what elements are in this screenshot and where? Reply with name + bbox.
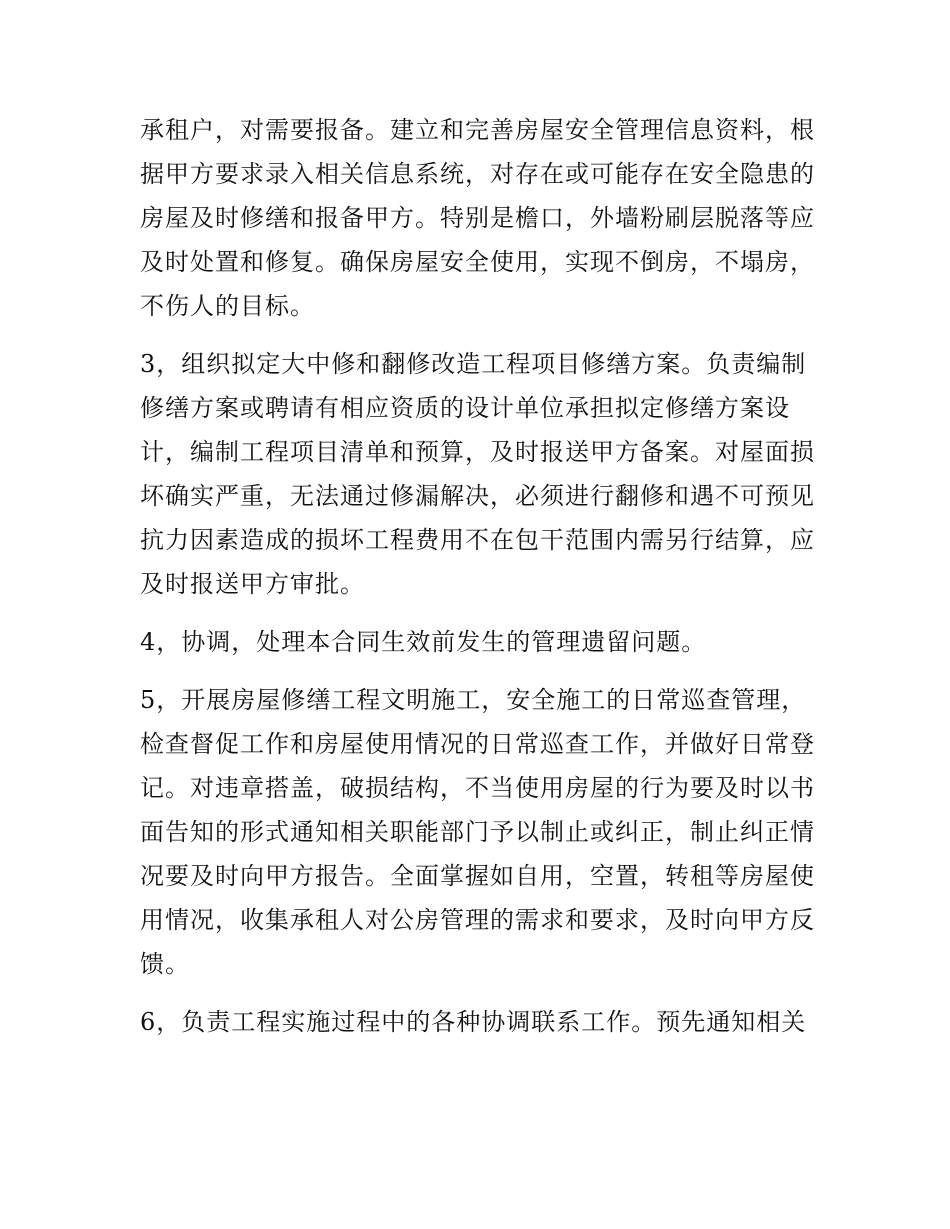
text-line: 检查督促工作和房屋使用情况的日常巡查工作，并做好日常登 bbox=[140, 730, 815, 758]
text-line: 房屋及时修缮和报备甲方。特别是檐口，外墙粉刷层脱落等应 bbox=[140, 204, 815, 232]
text-line: 不伤人的目标。 bbox=[140, 292, 315, 320]
text-line: 坏确实严重，无法通过修漏解决，必须进行翻修和遇不可预见 bbox=[140, 482, 815, 510]
text-line: 3，组织拟定大中修和翻修改造工程项目修缮方案。负责编制 bbox=[140, 350, 807, 378]
text-line: 用情况，收集承租人对公房管理的需求和要求，及时向甲方反 bbox=[140, 906, 815, 934]
text-line: 据甲方要求录入相关信息系统，对存在或可能存在安全隐患的 bbox=[140, 160, 815, 188]
text-line: 修缮方案或聘请有相应资质的设计单位承担拟定修缮方案设 bbox=[140, 394, 790, 422]
text-line: 及时处置和修复。确保房屋安全使用，实现不倒房，不塌房， bbox=[140, 248, 815, 276]
text-line: 4，协调，处理本合同生效前发生的管理遗留问题。 bbox=[140, 628, 707, 656]
text-line: 及时报送甲方审批。 bbox=[140, 570, 365, 598]
text-line: 计，编制工程项目清单和预算，及时报送甲方备案。对屋面损 bbox=[140, 438, 815, 466]
text-line: 5，开展房屋修缮工程文明施工，安全施工的日常巡查管理， bbox=[140, 686, 807, 714]
text-line: 抗力因素造成的损坏工程费用不在包干范围内需另行结算，应 bbox=[140, 526, 815, 554]
text-line: 况要及时向甲方报告。全面掌握如自用，空置，转租等房屋使 bbox=[140, 862, 815, 890]
text-line: 面告知的形式通知相关职能部门予以制止或纠正，制止纠正情 bbox=[140, 818, 815, 846]
text-line: 记。对违章搭盖，破损结构，不当使用房屋的行为要及时以书 bbox=[140, 774, 815, 802]
text-line: 承租户，对需要报备。建立和完善房屋安全管理信息资料，根 bbox=[140, 116, 815, 144]
text-line: 6，负责工程实施过程中的各种协调联系工作。预先通知相关 bbox=[140, 1008, 807, 1036]
document-body bbox=[140, 108, 820, 1044]
text-line: 馈。 bbox=[140, 950, 190, 978]
